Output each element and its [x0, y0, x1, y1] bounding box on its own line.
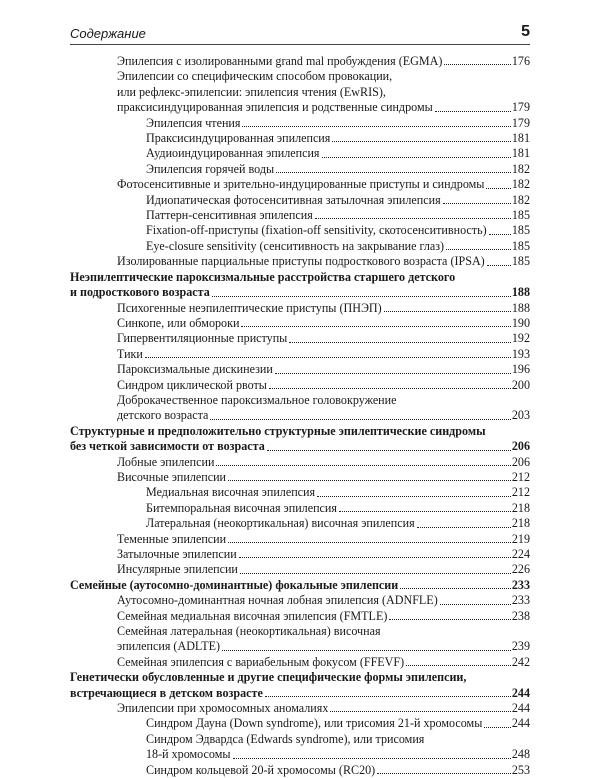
toc-section-line: Структурные и предположительно структурные эпилептические синдромы [70, 423, 486, 438]
toc-entry[interactable]: Гипервентиляционные приступы 192 [117, 331, 530, 346]
toc-entry[interactable]: 18-й хромосомы 248 [146, 747, 530, 762]
toc-section[interactable]: без четкой зависимости от возраста 206 [70, 439, 530, 454]
toc-section[interactable]: и подросткового возраста 188 [70, 285, 530, 300]
toc-section-line: Генетически обусловленные и другие специфические формы эпилепсии, [70, 670, 467, 685]
toc-section-line: Неэпилептические пароксизмальные расстройства старшего детского [70, 269, 456, 284]
toc-entry[interactable]: Теменные эпилепсии 219 [117, 531, 530, 546]
toc-entry[interactable]: Тики 193 [117, 346, 530, 361]
toc-entry[interactable]: Фотосенситивные и зрительно-индуцированные приступы и синдромы 182 [117, 177, 530, 192]
toc-entry[interactable]: Синдром Дауна (Down syndrome), или трисомия 21-й хромосомы 244 [146, 716, 530, 731]
toc-entry[interactable]: Аутосомно-доминантная ночная лобная эпилепсия (ADNFLE) 233 [117, 593, 530, 608]
toc-entry[interactable]: Медиальная височная эпилепсия 212 [146, 485, 530, 500]
toc-entry[interactable]: Эпилепсия чтения 179 [146, 115, 530, 130]
header-title: Содержание [70, 26, 146, 41]
toc-entry[interactable]: Латеральная (неокортикальная) височная эпилепсия 218 [146, 516, 530, 531]
toc-entry-line: Синдром Эдвардса (Edwards syndrome), или трисомия [146, 731, 425, 746]
toc-entry[interactable]: Паттерн-сенситивная эпилепсия 185 [146, 208, 530, 223]
toc-entry[interactable]: Лобные эпилепсии 206 [117, 454, 530, 469]
toc-entry[interactable]: Аудиоиндуцированная эпилепсия 181 [146, 146, 530, 161]
toc-entry[interactable]: Синдром кольцевой 20-й хромосомы (RC20) 253 [146, 762, 530, 777]
toc-entry[interactable]: Семейная медиальная височная эпилепсия (FMTLE) 238 [117, 608, 530, 623]
toc-entry-line: или рефлекс-эпилепсии: эпилепсия чтения (EwRIS), [117, 84, 386, 99]
toc-entry[interactable]: Праксисиндуцированная эпилепсия 181 [146, 131, 530, 146]
toc-entry[interactable]: Инсулярные эпилепсии 226 [117, 562, 530, 577]
table-of-contents [70, 54, 530, 778]
running-header [70, 22, 530, 45]
toc-entry[interactable]: Идиопатическая фотосенситивная затылочная эпилепсия 182 [146, 192, 530, 207]
toc-entry[interactable]: Синкопе, или обмороки 190 [117, 315, 530, 330]
toc-entry[interactable]: Височные эпилепсии 212 [117, 469, 530, 484]
toc-entry[interactable]: Битемпоральная височная эпилепсия 218 [146, 500, 530, 515]
toc-entry[interactable]: праксисиндуцированная эпилепсия и родственные синдромы 179 [117, 100, 530, 115]
toc-entry[interactable]: Затылочные эпилепсии 224 [117, 547, 530, 561]
toc-entry[interactable]: детского возраста 203 [117, 408, 530, 423]
toc-entry-line: Семейная латеральная (неокортикальная) височная [117, 624, 381, 639]
header-page-number: 5 [521, 23, 530, 40]
toc-entry[interactable]: Эпилепсия горячей воды 182 [146, 161, 530, 176]
toc-entry-line: Доброкачественное пароксизмальное головокружение [117, 392, 397, 407]
toc-section[interactable]: Семейные (аутосомно-доминантные) фокальные эпилепсии 233 [70, 577, 530, 592]
toc-section[interactable]: встречающиеся в детском возрасте 244 [70, 685, 530, 700]
toc-entry[interactable]: Психогенные неэпилептические приступы (ПНЭП) 188 [117, 300, 530, 315]
toc-entry[interactable]: Изолированные парциальные приступы подросткового возраста (IPSA) 185 [117, 254, 530, 269]
toc-entry[interactable]: Fixation-off-приступы (fixation-off sensitivity, скотосенситивность) 185 [146, 223, 530, 238]
toc-entry[interactable]: Синдром циклической рвоты 200 [117, 377, 530, 392]
toc-entry-line: Эпилепсии со специфическим способом провокации, [117, 69, 393, 84]
toc-entry[interactable]: эпилепсия (ADLTE) 239 [117, 639, 530, 654]
toc-entry[interactable]: Семейная эпилепсия с вариабельным фокусом (FFEVF) 242 [117, 654, 530, 669]
toc-entry[interactable]: Эпилепсии при хромосомных аномалиях 244 [117, 701, 530, 716]
toc-entry[interactable]: Эпилепсия с изолированными grand mal пробуждения (EGMA) 176 [117, 54, 530, 68]
toc-entry[interactable]: Пароксизмальные дискинезии 196 [117, 362, 530, 377]
toc-entry[interactable]: Eye-closure sensitivity (сенситивность на закрывание глаз) 185 [146, 238, 530, 253]
